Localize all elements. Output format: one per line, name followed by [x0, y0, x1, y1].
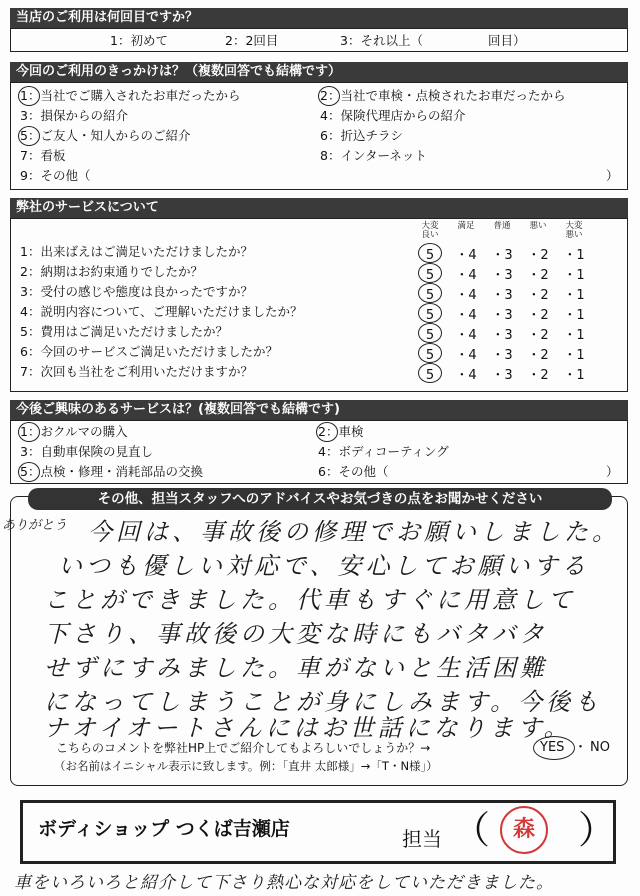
q4-option-4[interactable]: 4：ボディコーティング — [318, 444, 449, 459]
q3-question-6: 6：今回のサービスご満足いただけましたか？ — [20, 344, 278, 359]
q3-header: 弊社のサービスについて — [10, 198, 628, 218]
q4-option-3[interactable]: 3：自動車保険の見直し — [20, 444, 153, 459]
rating-option-3[interactable]: ・3 — [491, 268, 513, 283]
rating-option-4[interactable]: ・4 — [455, 268, 477, 283]
q2-option-5[interactable]: 5：ご友人・知人からのご紹介 — [20, 128, 191, 143]
rating-option-2[interactable]: ・2 — [527, 368, 549, 383]
selection-circle — [18, 422, 40, 442]
rating-option-4[interactable]: ・4 — [455, 248, 477, 263]
comment-line-5: せずにすみました。車がないと生活困難 — [44, 654, 548, 682]
rating-option-2[interactable]: ・2 — [527, 328, 549, 343]
rating-option-4[interactable]: ・4 — [455, 368, 477, 383]
comment-line-2: いつも優しい対応で、安心してお願いする — [58, 552, 590, 580]
q3-question-7: 7：次回も当社をご利用いただけますか？ — [20, 364, 253, 379]
selection-circle — [418, 283, 442, 303]
rating-option-5[interactable]: 5 — [425, 248, 435, 263]
q1-option-second[interactable]: 2：2回目 — [225, 33, 279, 48]
selection-circle — [418, 263, 442, 283]
rating-option-4[interactable]: ・4 — [455, 328, 477, 343]
rating-option-5[interactable]: 5 — [425, 368, 435, 383]
staff-stamp: 森 — [500, 806, 548, 854]
comment-line-7: ナオイオートさんにはお世話になります。 — [44, 714, 572, 742]
rating-option-4[interactable]: ・4 — [455, 288, 477, 303]
scale-header-1: 大変悪い — [565, 221, 583, 240]
q1-box — [10, 28, 628, 52]
comment-line-6: になってしまうことが身にしみます。今後も — [44, 688, 603, 716]
q1-option-first[interactable]: 1：初めて — [110, 33, 168, 48]
rating-option-2[interactable]: ・2 — [527, 288, 549, 303]
q1-option-more[interactable]: 3：それ以上（ — [340, 33, 423, 48]
consent-yes[interactable]: YES — [540, 740, 565, 755]
selection-circle — [418, 343, 442, 363]
comment-line-4: 下さり、事故後の大変な時にもバタバタ — [44, 620, 548, 648]
rating-option-3[interactable]: ・3 — [491, 248, 513, 263]
rating-option-2[interactable]: ・2 — [527, 308, 549, 323]
q2-option-4[interactable]: 4：保険代理店からの紹介 — [320, 108, 466, 123]
q3-question-2: 2：納期はお約束通りでしたか？ — [20, 264, 203, 279]
rating-option-1[interactable]: ・1 — [563, 248, 585, 263]
rating-option-4[interactable]: ・4 — [455, 308, 477, 323]
selection-circle — [316, 422, 338, 442]
rating-option-3[interactable]: ・3 — [491, 328, 513, 343]
scale-header-3: 普通 — [493, 221, 511, 231]
consent-no[interactable]: NO — [590, 740, 610, 755]
rating-option-2[interactable]: ・2 — [527, 348, 549, 363]
q3-question-4: 4：説明内容について、ご理解いただけましたか？ — [20, 304, 303, 319]
rating-option-3[interactable]: ・3 — [491, 368, 513, 383]
q4-close-paren: ） — [606, 464, 619, 479]
q2-header: 今回のご利用のきっかけは？（複数回答でも結構です） — [10, 62, 628, 82]
q4-option-2[interactable]: 2：車検 — [318, 424, 364, 439]
selection-circle — [418, 303, 442, 323]
q4-option-5[interactable]: 5：点検・修理・消耗部品の交換 — [20, 464, 203, 479]
rating-option-2[interactable]: ・2 — [527, 248, 549, 263]
rating-option-3[interactable]: ・3 — [491, 288, 513, 303]
scale-header-5: 大変良い — [421, 221, 439, 240]
q4-option-6[interactable]: 6：その他（ — [318, 464, 389, 479]
rating-option-3[interactable]: ・3 — [491, 348, 513, 363]
selection-circle — [418, 363, 442, 383]
consent-question: こちらのコメントを弊社HP上でご紹介してもよろしいでしょうか？→ — [56, 741, 431, 755]
staff-label: 担当 — [402, 827, 442, 851]
q2-option-1[interactable]: 1：当社でご購入されたお車だったから — [20, 88, 241, 103]
margin-note: ありがとう — [2, 518, 68, 533]
rating-option-5[interactable]: 5 — [425, 348, 435, 363]
rating-option-2[interactable]: ・2 — [527, 268, 549, 283]
staff-paren-close: ） — [578, 808, 617, 852]
rating-option-1[interactable]: ・1 — [563, 368, 585, 383]
q1-header: 当店のご利用は何回目ですか？ — [10, 8, 628, 28]
q2-option-9[interactable]: 9：その他（ — [20, 168, 91, 183]
comments-banner: その他、担当スタッフへのアドバイスやお気づきの点をお聞かせください — [28, 488, 612, 510]
scale-header-4: 満足 — [457, 221, 475, 231]
selection-circle — [18, 126, 40, 146]
rating-option-5[interactable]: 5 — [425, 268, 435, 283]
q3-question-1: 1：出来ばえはご満足いただけましたか？ — [20, 244, 253, 259]
comment-line-1: 今回は、事故後の修理でお願いしました。 — [88, 518, 620, 546]
q1-option-more-suffix: 回目） — [488, 33, 526, 48]
footer-note: 車をいろいろと紹介して下さり熱心な対応をしていただきました。 — [14, 873, 554, 893]
rating-option-3[interactable]: ・3 — [491, 308, 513, 323]
rating-option-1[interactable]: ・1 — [563, 348, 585, 363]
rating-option-5[interactable]: 5 — [425, 308, 435, 323]
initials-note: （お名前はイニシャル表示に致します。例：「直井 太郎様」→「T・N様」） — [54, 759, 438, 773]
scale-header-2: 悪い — [529, 221, 547, 231]
selection-circle — [533, 736, 575, 760]
rating-option-1[interactable]: ・1 — [563, 308, 585, 323]
comment-line-3: ことができました。代車もすぐに用意して — [44, 586, 576, 614]
selection-circle — [418, 243, 442, 263]
shop-name: ボディショップ つくば吉瀬店 — [38, 818, 290, 840]
q2-option-7[interactable]: 7：看板 — [20, 148, 66, 163]
q2-close-paren: ） — [606, 168, 619, 183]
q2-option-6[interactable]: 6：折込チラシ — [320, 128, 403, 143]
q2-option-8[interactable]: 8：インターネット — [320, 148, 427, 163]
rating-option-1[interactable]: ・1 — [563, 328, 585, 343]
selection-circle — [418, 323, 442, 343]
rating-option-5[interactable]: 5 — [425, 288, 435, 303]
q4-header: 今後ご興味のあるサービスは？(複数回答でも結構です) — [10, 400, 628, 420]
selection-circle — [18, 462, 40, 482]
selection-circle — [318, 86, 340, 106]
consent-separator: ・ — [574, 740, 588, 755]
rating-option-1[interactable]: ・1 — [563, 288, 585, 303]
q2-option-3[interactable]: 3：損保からの紹介 — [20, 108, 128, 123]
rating-option-4[interactable]: ・4 — [455, 348, 477, 363]
rating-option-1[interactable]: ・1 — [563, 268, 585, 283]
rating-option-5[interactable]: 5 — [425, 328, 435, 343]
selection-circle — [18, 86, 40, 106]
q4-option-1[interactable]: 1：おクルマの購入 — [20, 424, 128, 439]
staff-paren-open: （ — [452, 808, 491, 852]
q2-option-2[interactable]: 2：当社で車検・点検されたお車だったから — [320, 88, 566, 103]
q3-question-3: 3：受付の感じや態度は良かったですか？ — [20, 284, 253, 299]
q3-question-5: 5：費用はご満足いただけましたか？ — [20, 324, 228, 339]
